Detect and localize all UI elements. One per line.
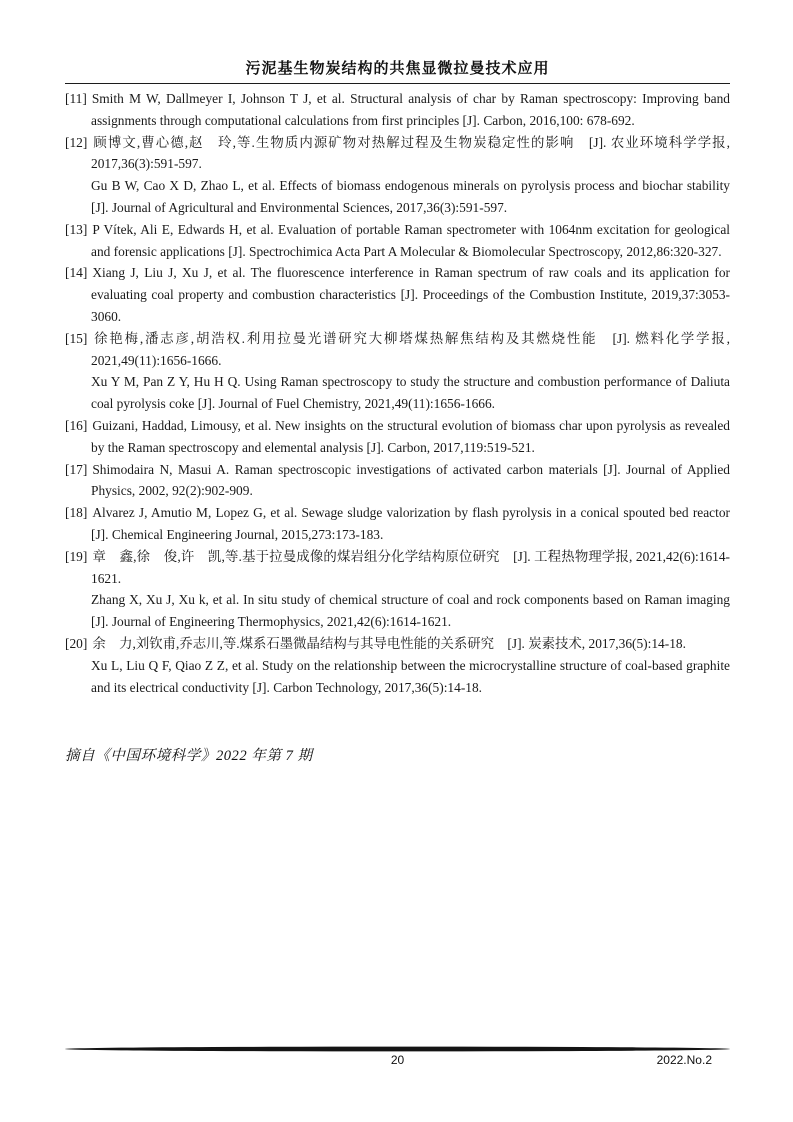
- reference-number: [20]: [65, 635, 88, 651]
- reference-text: 余 力,刘钦甫,乔志川,等.煤系石墨微晶结构与其导电性能的关系研究 [J]. 炭素技术, 2017,36(5):14-18.: [92, 635, 686, 651]
- reference-text: Smith M W, Dallmeyer I, Johnson T J, et al. Structural analysis of char by Raman spectroscopy: Improving band assignments through computational calculations from first principles [J]. Carbon, 2016,100: 678-692.: [91, 91, 730, 128]
- reference-number: [17]: [65, 461, 88, 477]
- reference-text: P Vítek, Ali E, Edwards H, et al. Evaluation of portable Raman spectrometer with 1064nm excitation for geological and forensic applications [J]. Spectrochimica Acta Part A Molecular & Biomolecular Spectroscopy, 2012,86:320-327.: [91, 221, 730, 259]
- reference-number: [18]: [65, 505, 88, 521]
- reference-text: Alvarez J, Amutio M, Lopez G, et al. Sewage sludge valorization by flash pyrolysis in a conical spouted bed reactor [J]. Chemical Engineering Journal, 2015,273:173-183.: [91, 505, 730, 542]
- footer-lens-rule: [65, 1046, 730, 1052]
- reference-item: [65, 88, 730, 132]
- reference-translation: Zhang X, Xu J, Xu k, et al. In situ study of chemical structure of coal and rock components based on Raman imaging [J]. Journal of Engineering Thermophysics, 2021,42(6):1614-1621.: [91, 592, 730, 630]
- reference-main: [65, 88, 730, 132]
- reference-text: Guizani, Haddad, Limousy, et al. New insights on the structural evolution of biomass char upon pyrolysis as revealed by the Raman spectroscopy and elemental analysis [J]. Carbon, 2017,119:519-521.: [91, 417, 730, 455]
- page-content: [65, 0, 730, 765]
- reference-text: 顾博文,曹心德,赵 玲,等.生物质内源矿物对热解过程及生物炭稳定性的影响 [J]. 农业环境科学学报, 2017,36(3):591-597.: [91, 134, 730, 172]
- reference-item: [65, 633, 730, 698]
- reference-main: [65, 415, 730, 459]
- reference-item: [65, 262, 730, 327]
- source-note: 摘自《中国环境科学》2022 年第 7 期: [65, 748, 313, 765]
- reference-main: [65, 633, 730, 655]
- reference-item: [65, 219, 730, 263]
- reference-translation: Gu B W, Cao X D, Zhao L, et al. Effects of biomass endogenous minerals on pyrolysis process and biochar stability [J]. Journal of Agricultural and Environmental Sciences, 2017,36(3):591-597.: [91, 178, 730, 215]
- reference-number: [12]: [65, 134, 88, 150]
- reference-text: 徐艳梅,潘志彦,胡浩权.利用拉曼光谱研究大柳塔煤热解焦结构及其燃烧性能 [J]. 燃料化学学报, 2021,49(11):1656-1666.: [91, 330, 730, 368]
- reference-main: [65, 546, 730, 590]
- reference-number: [16]: [65, 417, 88, 433]
- reference-number: [15]: [65, 330, 88, 346]
- reference-main: [65, 502, 730, 546]
- reference-item: [65, 546, 730, 633]
- page-number: 20: [390, 1053, 405, 1067]
- reference-text: Shimodaira N, Masui A. Raman spectroscopic investigations of activated carbon materials [J]. Journal of Applied Physics, 2002, 92(2):902-909.: [91, 461, 730, 499]
- footer-row: [65, 1053, 730, 1071]
- running-head-title: 污泥基生物炭结构的共焦显微拉曼技术应用: [245, 61, 550, 77]
- reference-translation: Xu L, Liu Q F, Qiao Z Z, et al. Study on the relationship between the microcrystalline structure of coal-based graphite and its electrical conductivity [J]. Carbon Technology, 2017,36(5):14-18.: [91, 657, 730, 695]
- reference-item: [65, 502, 730, 546]
- reference-main: [65, 219, 730, 263]
- reference-number: [11]: [65, 91, 87, 106]
- reference-main: [65, 459, 730, 503]
- reference-text: 章 鑫,徐 俊,许 凯,等.基于拉曼成像的煤岩组分化学结构原位研究 [J]. 工程热物理学报, 2021,42(6):1614-1621.: [91, 548, 730, 586]
- reference-number: [13]: [65, 221, 88, 237]
- reference-text: Xiang J, Liu J, Xu J, et al. The fluorescence interference in Raman spectrum of raw coals and its application for evaluating coal property and combustion characteristics [J]. Proceedings of the Combustion Institute, 2019,37:3053-3060.: [91, 265, 730, 324]
- reference-item: [65, 415, 730, 459]
- reference-number: [19]: [65, 548, 88, 564]
- reference-number: [14]: [65, 265, 88, 281]
- reference-main: [65, 132, 730, 176]
- reference-main: [65, 328, 730, 372]
- reference-translation: Xu Y M, Pan Z Y, Hu H Q. Using Raman spectroscopy to study the structure and combustion performance of Daliuta coal pyrolysis coke [J]. Journal of Fuel Chemistry, 2021,49(11):1656-1666.: [91, 374, 730, 412]
- reference-item: [65, 132, 730, 219]
- page-footer: [65, 1046, 730, 1071]
- reference-main: [65, 262, 730, 327]
- reference-item: [65, 459, 730, 503]
- header-rule: [65, 83, 730, 84]
- references-list: [65, 88, 730, 698]
- issue-label: 2022.No.2: [656, 1053, 712, 1067]
- reference-item: [65, 328, 730, 415]
